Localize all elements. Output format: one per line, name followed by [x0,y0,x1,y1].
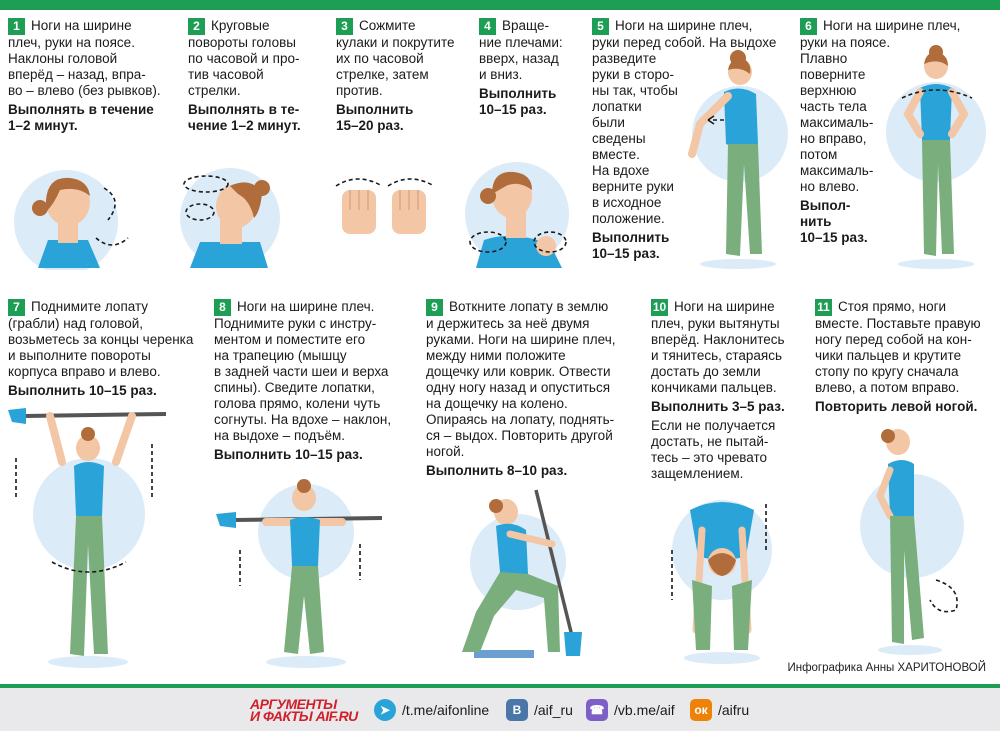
illustration-lunge-with-shovel [440,486,590,666]
exercise-text: Ноги на ширине плеч, руки вытянуты вперёд. Наклонитесь и тянитесь, стараясь достать до земли кончиками пальцев. [651,299,785,395]
exercise-number: 10 [652,300,667,314]
exercise-instruction: Выполнить 10–15 раз. [214,447,363,462]
exercise-instruction: Повторить левой ногой. [815,399,978,414]
exercise-number: 1 [8,18,25,35]
illustration-foot-circles [858,420,978,656]
exercise-2 [188,18,328,134]
exercise-instruction: Выполнять в те- чение 1–2 минут. [188,102,301,133]
exercise-9 [426,299,636,479]
social-ok[interactable] [690,698,749,722]
ok-icon: ок [690,699,712,721]
exercise-number: 11 [815,299,832,316]
vk-icon: B [506,699,528,721]
exercise-text: Ноги на ширине плеч. Поднимите руки с инстру- ментом и поместите его на трапецию (мышцу в задней части шеи и верха спины). Сведите лопатки, голова прямо, колени чуть согнуты. На вдохе – наклон, на выдохе – подъём. [214,299,392,443]
illustration-forward-bend [662,490,792,666]
exercise-text: Воткните лопату в землю и держитесь за неё двумя руками. Ноги на ширине плеч, между ними положите дощечку или коврик. Отвести одну ногу назад и опуститься на дощечку на колено. Опираясь на лопату, поднять- ся – выдох. Повторить другой ногой. [426,299,616,459]
social-link-label: /vb.me/aif [614,702,675,718]
exercise-instruction: Выпол- нить 10–15 раз. [800,198,868,245]
illustration-fists [330,170,440,250]
social-telegram[interactable] [374,698,489,722]
aif-logo[interactable] [250,696,360,722]
exercise-instruction: Выполнить 15–20 раз. [336,102,414,133]
exercise-number: 6 [800,18,817,35]
viber-icon: ☎ [586,699,608,721]
exercise-10 [651,299,811,482]
infographic-credit: Инфографика Анны ХАРИТОНОВОЙ [787,662,986,674]
exercise-8 [214,299,414,463]
illustration-shovel-twist [4,404,174,668]
exercise-text: Ноги на ширине плеч, руки перед собой. На выдохе разведите руки в сторо- ны так, чтобы лопатки были сведены вместе. На вдохе верните руки в исходное положение. [592,18,777,226]
exercise-11 [815,299,995,415]
exercise-text: Круговые повороты головы по часовой и про- тив часовой стрелки. [188,18,300,98]
exercise-number: 7 [8,299,25,316]
exercise-number: 8 [214,299,231,316]
top-accent-bar [0,0,1000,10]
exercise-number: 2 [188,18,205,35]
exercise-instruction: Выполнить 3–5 раз. [651,399,785,414]
illustration-arms-spread [680,44,790,270]
illustration-shovel-on-shoulders [210,476,390,670]
illustration-shoulder-rotation [462,150,577,270]
exercise-instruction: Выполнить 8–10 раз. [426,463,568,478]
exercise-text: Стоя прямо, ноги вместе. Поставьте правую ногу перед собой на кон- чики пальцев и крутите стопу по кругу сначала влево, а потом вправо. [815,299,981,395]
exercise-7 [8,299,208,399]
social-viber[interactable] [586,698,675,722]
illustration-head-circles [170,160,290,270]
exercise-number: 5 [592,18,609,35]
exercise-text: Ноги на ширине плеч, руки на поясе. Плавно поверните верхнюю часть тела максималь- но вправо, потом максималь- но влево. [800,18,961,194]
footer-bar [0,688,1000,731]
exercise-1 [8,18,176,134]
exercise-instruction: Выполнить 10–15 раз. [479,86,557,117]
exercise-text: Сожмите кулаки и покрутите их по часовой стрелке, затем против. [336,18,455,98]
illustration-neck-tilt [8,160,138,270]
exercise-number: 9 [426,299,443,316]
social-link-label: /aifru [718,702,750,718]
exercise-3 [336,18,466,134]
exercise-number: 4 [479,18,496,35]
telegram-icon: ➤ [374,699,396,721]
logo-line-2: И ФАКТЫ AIF.RU [250,708,358,724]
exercise-text: Враще- ние плечами: вверх, назад и вниз. [479,18,563,82]
exercise-4 [479,18,579,118]
illustration-torso-twist [880,44,990,270]
exercise-text: Ноги на ширине плеч, руки на поясе. Наклоны головой вперёд – назад, впра- во – влево (без рывков). [8,18,161,98]
exercise-instruction: Выполнить 10–15 раз. [592,230,670,261]
logo-line-1: АРГУМЕНТЫ [250,696,337,712]
exercise-instruction: Выполнять в течение 1–2 минут. [8,102,154,133]
exercise-text: Поднимите лопату (грабли) над головой, возьметесь за концы черенка и выполните повороты корпуса вправо и влево. [8,299,194,379]
exercise-warning: Если не получается достать, не пытай- тесь – это чревато защемлением. [651,418,776,481]
social-link-label: /aif_ru [534,702,573,718]
exercise-instruction: Выполнить 10–15 раз. [8,383,157,398]
exercise-number: 3 [336,18,353,35]
social-link-label: /t.me/aifonline [402,702,490,718]
social-vk[interactable] [506,698,573,722]
